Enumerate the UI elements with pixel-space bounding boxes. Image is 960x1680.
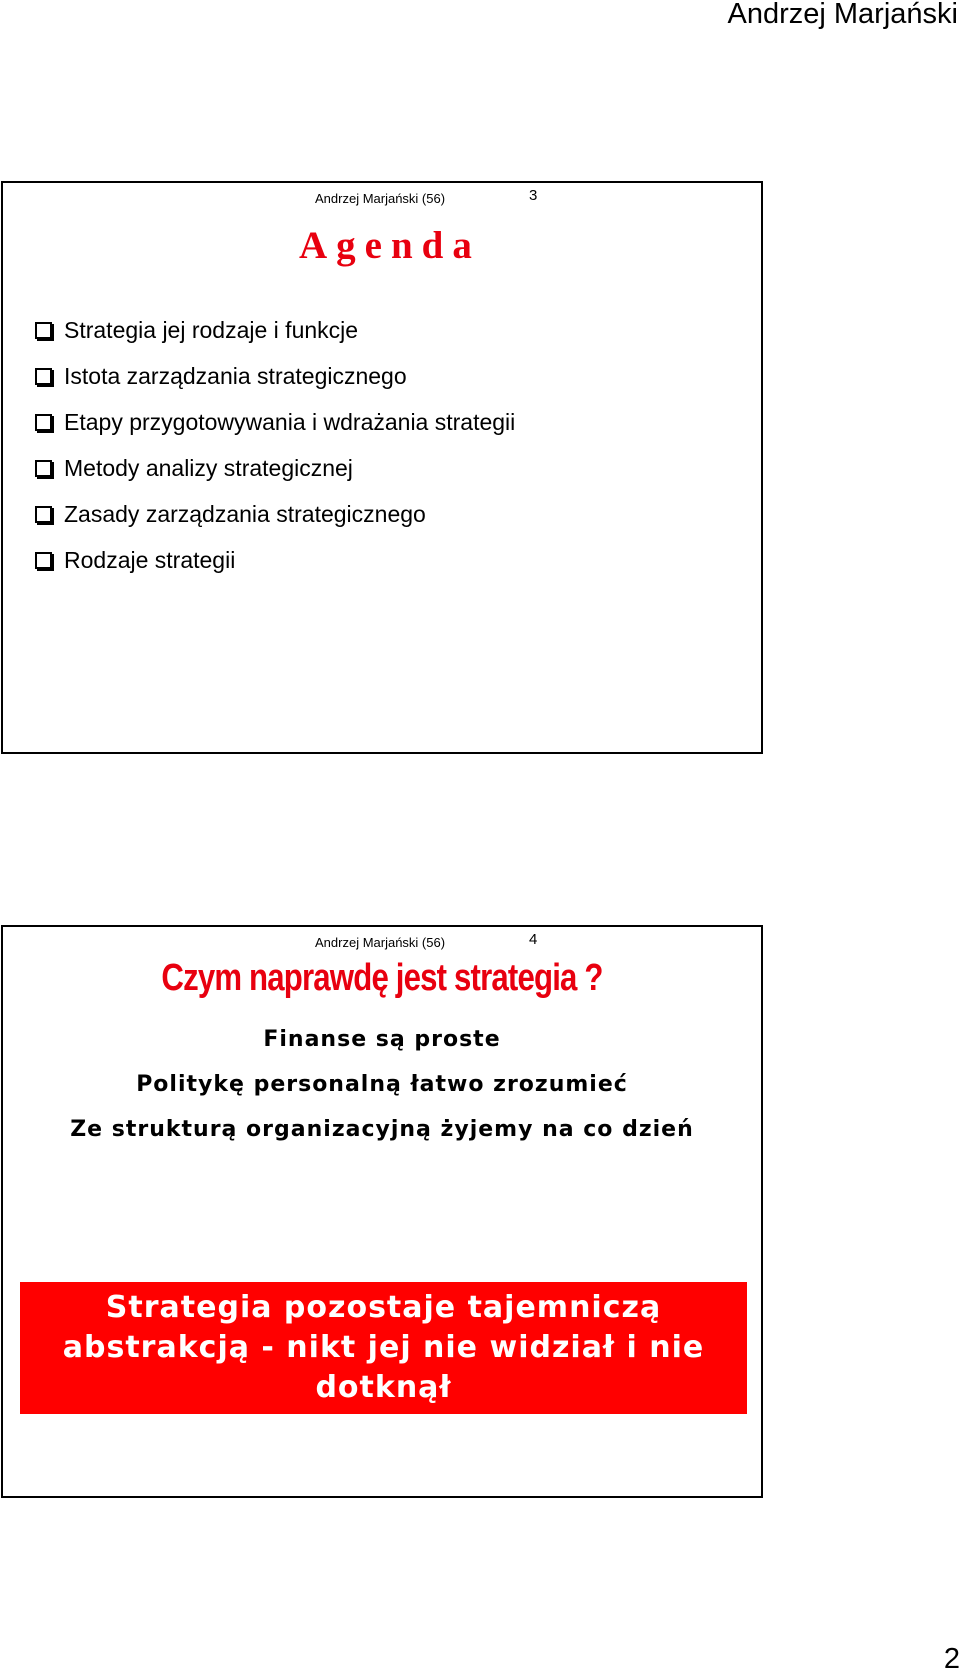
agenda-item — [35, 537, 515, 583]
agenda-item — [35, 445, 515, 491]
slide-number: 4 — [529, 931, 538, 948]
statement: Finanse są proste — [263, 1027, 501, 1052]
statement: Ze strukturą organizacyjną żyjemy na co dzień — [70, 1117, 694, 1142]
callout-text: Strategia pozostaje tajemniczą abstrakcją - nikt jej nie widział i nie dotknął — [62, 1290, 705, 1405]
agenda-item-label: Strategia jej rodzaje i funkcje — [64, 316, 359, 343]
agenda-item-label: Zasady zarządzania strategicznego — [64, 500, 426, 527]
checkbox-square-icon — [35, 414, 52, 431]
slide-strategy-question — [1, 925, 763, 1498]
agenda-item — [35, 399, 515, 445]
checkbox-square-icon — [35, 506, 52, 523]
checkbox-square-icon — [35, 460, 52, 477]
agenda-item — [35, 307, 515, 353]
page-author-header: Andrzej Marjański — [727, 0, 958, 30]
agenda-item — [35, 353, 515, 399]
slide-number: 3 — [529, 187, 538, 204]
checkbox-square-icon — [35, 322, 52, 339]
checkbox-square-icon — [35, 552, 52, 569]
slide-author: Andrzej Marjański (56) — [315, 191, 446, 206]
agenda-item-label: Metody analizy strategicznej — [64, 454, 353, 481]
callout-box — [20, 1282, 747, 1414]
agenda-item — [35, 491, 515, 537]
slide-title: Agenda — [299, 224, 481, 267]
slide-title: Czym naprawdę jest strategia ? — [161, 957, 603, 999]
agenda-item-label: Etapy przygotowywania i wdrażania strategii — [64, 408, 516, 435]
checkbox-square-icon — [35, 368, 52, 385]
agenda-item-label: Istota zarządzania strategicznego — [64, 362, 407, 389]
slide-agenda — [1, 181, 763, 754]
page-number: 2 — [943, 1643, 960, 1675]
agenda-item-label: Rodzaje strategii — [64, 546, 236, 573]
slide-author: Andrzej Marjański (56) — [315, 935, 446, 950]
agenda-list — [35, 307, 515, 583]
statement: Politykę personalną łatwo zrozumieć — [136, 1072, 628, 1097]
